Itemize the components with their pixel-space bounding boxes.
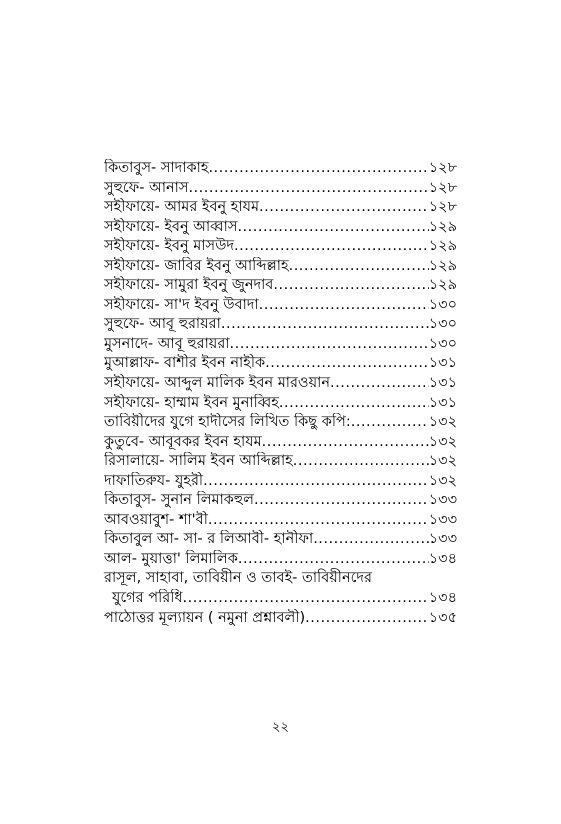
toc-entry-line xyxy=(104,335,457,355)
toc-entry-title: সহীফায়ে- জাবির ইবনু আব্দিল্লাহ xyxy=(104,257,289,274)
toc-entry xyxy=(104,179,457,199)
toc-entry-line xyxy=(104,511,457,531)
toc-entry xyxy=(104,218,457,238)
dot-leader xyxy=(238,550,429,570)
toc-page-number: ১২৮ xyxy=(428,179,457,196)
toc-entry-line xyxy=(104,315,457,335)
toc-entry-line xyxy=(104,609,457,629)
toc-page-number: ১২৯ xyxy=(428,257,457,274)
toc-entry-title: রাসূল, সাহাবা, তাবিয়ীন ও তাবই- তাবিয়ীনদের xyxy=(104,570,373,587)
toc-entry-line xyxy=(104,472,457,492)
toc-page-number: ১৩২ xyxy=(428,414,457,431)
dot-leader xyxy=(203,472,429,492)
toc-page-number: ১২৮ xyxy=(428,160,457,176)
dot-leader xyxy=(230,335,429,355)
toc-entry-line xyxy=(104,374,457,394)
toc-entry xyxy=(104,354,457,374)
toc-entry-title: কিতাবুস- সাদাকাহ xyxy=(104,160,209,176)
toc-page-number: ১২৯ xyxy=(428,238,457,255)
toc-page-number: ১৩৪ xyxy=(428,550,457,567)
dot-leader xyxy=(265,354,429,374)
toc-entry-title: সহীফায়ে- আমর ইবনু হাযম xyxy=(104,199,260,216)
toc-entry xyxy=(104,159,457,179)
toc-entry-line xyxy=(104,237,457,257)
toc-entry xyxy=(104,257,457,277)
toc-page-number: ১৩২ xyxy=(428,453,457,470)
toc-entry-line xyxy=(104,550,457,570)
toc-page-number: ১৩০ xyxy=(428,296,457,313)
dot-leader xyxy=(208,511,429,531)
toc-page-number: ১৩৩ xyxy=(428,492,457,509)
toc-page-number: ১৩০ xyxy=(428,316,457,333)
toc-entry-title: দাফাতিরুয- যুহরী xyxy=(104,472,204,489)
dot-leader xyxy=(351,413,429,433)
toc-entry-title: পাঠোত্তর মূল্যায়ন ( নমুনা প্রশ্নাবলী) xyxy=(104,609,306,626)
toc-page-number: ১৩৪ xyxy=(428,590,457,607)
dot-leader xyxy=(234,237,429,257)
dot-leader xyxy=(305,609,429,629)
toc-entry xyxy=(104,374,457,394)
toc-entry-title: কিতাবুল আ- সা- র লিআবী- হানীফা xyxy=(104,531,314,548)
page-number: ২২ xyxy=(272,720,289,735)
toc-entry-line xyxy=(104,198,457,218)
toc-page-number: ১৩১ xyxy=(428,394,457,411)
toc-entry-title: মুআল্লাফ- বাশীর ইবন নাহীক xyxy=(104,355,266,372)
toc-entry-title: সুহুফে- আবূ হুরায়রা xyxy=(104,316,221,333)
dot-leader xyxy=(293,452,429,472)
toc-entry-line xyxy=(104,589,457,609)
toc-entry xyxy=(104,569,457,608)
dot-leader xyxy=(279,394,429,414)
toc-entry-title: আল- মুয়াত্তা' লিমালিক xyxy=(104,550,238,567)
toc-entry xyxy=(104,276,457,296)
toc-entry-title: মুসনাদে- আবূ হুরায়রা xyxy=(104,335,230,352)
toc-entry-continuation: যুগের পরিধি xyxy=(112,590,183,607)
dot-leader xyxy=(273,276,428,296)
toc-entry-title: সহীফায়ে- ইবনু আব্বাস xyxy=(104,218,238,235)
toc-entry xyxy=(104,472,457,492)
toc-entry-title: কিতাবুস- সুনান লিমাকহুল xyxy=(104,492,254,509)
dot-leader xyxy=(188,179,428,199)
toc-page-number: ১৩০ xyxy=(428,335,457,352)
dot-leader xyxy=(313,530,429,550)
dot-leader xyxy=(254,491,429,511)
toc-entry xyxy=(104,491,457,511)
dot-leader xyxy=(262,433,429,453)
toc-entry xyxy=(104,237,457,257)
toc-entry-line xyxy=(104,452,457,472)
toc-entry-line xyxy=(104,413,457,433)
toc-entry-title: সহীফায়ে- ইবনু মাসউদ xyxy=(104,238,234,255)
toc-entry-line xyxy=(104,530,457,550)
toc-entry xyxy=(104,315,457,335)
toc-entry-line xyxy=(104,433,457,453)
toc-page-number: ১৩২ xyxy=(428,472,457,489)
toc-page-number: ১৩৩ xyxy=(428,511,457,528)
toc-entry-title: রিসালায়ে- সালিম ইবন আব্দিল্লাহ xyxy=(104,453,293,470)
toc-entry-line xyxy=(104,296,457,316)
toc-entry-title: সহীফায়ে- সা'দ ইবনু উবাদা xyxy=(104,296,259,313)
toc-entry-line xyxy=(104,354,457,374)
toc-page-number: ১৩৩ xyxy=(428,531,457,548)
toc-entry xyxy=(104,394,457,414)
toc-entry-line xyxy=(104,276,457,296)
toc-entry-title: সহীফায়ে- সামুরা ইবনু জুনদাব xyxy=(104,277,274,294)
toc-page-number: ১৩২ xyxy=(428,433,457,450)
toc-entry xyxy=(104,198,457,218)
toc-entry-title: সহীফায়ে- হাম্মাম ইবন মুনাব্বিহ xyxy=(104,394,279,411)
table-of-contents xyxy=(104,159,457,628)
toc-page-number: ১৩৫ xyxy=(428,609,457,626)
toc-entry xyxy=(104,452,457,472)
dot-leader xyxy=(330,374,429,394)
toc-entry-line xyxy=(104,257,457,277)
toc-page-number: ১২৯ xyxy=(428,277,457,294)
dot-leader xyxy=(259,296,429,316)
dot-leader xyxy=(183,589,429,609)
dot-leader xyxy=(289,257,429,277)
dot-leader xyxy=(237,218,428,238)
toc-entry-line xyxy=(104,159,457,179)
toc-page-number: ১২৮ xyxy=(428,199,457,216)
dot-leader xyxy=(259,198,429,218)
toc-page-number: ১৩১ xyxy=(428,375,457,392)
toc-entry xyxy=(104,530,457,550)
toc-entry-title: সুহুফে- আনাস xyxy=(104,179,189,196)
toc-entry-title: কুতুবে- আবূবকর ইবন হাযম xyxy=(104,433,262,450)
toc-entry-title: সহীফায়ে- আব্দুল মালিক ইবন মারওয়ান xyxy=(104,375,331,392)
toc-page-number: ১৩১ xyxy=(428,355,457,372)
toc-entry-title: তাবিয়ীদের যুগে হাদীসের লিখিত কিছু কপি: xyxy=(104,414,351,431)
toc-entry xyxy=(104,433,457,453)
toc-entry-title: আবওয়াবুশ- শা'বী xyxy=(104,511,208,528)
toc-entry-line xyxy=(104,394,457,414)
toc-entry xyxy=(104,609,457,629)
toc-entry-line xyxy=(104,491,457,511)
toc-entry xyxy=(104,335,457,355)
toc-entry-line xyxy=(104,179,457,199)
toc-entry xyxy=(104,550,457,570)
toc-entry xyxy=(104,296,457,316)
toc-page-number: ১২৯ xyxy=(428,218,457,235)
toc-entry-line xyxy=(104,218,457,238)
dot-leader xyxy=(221,315,429,335)
toc-entry xyxy=(104,413,457,433)
toc-entry xyxy=(104,511,457,531)
dot-leader xyxy=(208,159,428,179)
